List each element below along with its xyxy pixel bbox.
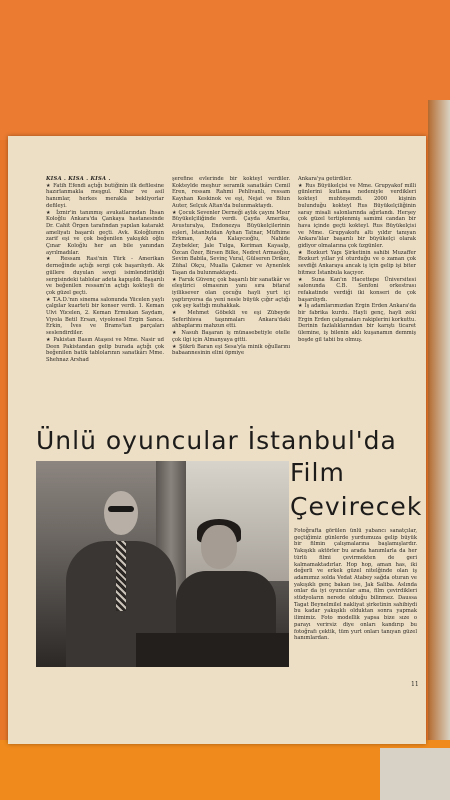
photo-caption [294, 528, 417, 642]
subheadline-line-1: Film [290, 458, 345, 487]
paper-corner [380, 748, 450, 800]
column-paragraph: ★ T.A.D.'nın sinema salonunda Yücelen yaylı çalgılar kuarteti bir konser verdi. 1. Keman Ulvi Yücelen, 2. Keman Ermukan Saydam, Viyola Betil Ersan, viyolonsel Ergin Sanca. Erkin, İves ve Brams'tan parçaları seslendirdiler. [46, 296, 164, 337]
column-1 [46, 176, 164, 440]
column-paragraph: ★ Faruk Güvenç çok başarılı bir sanatkâr ve eleştirici olmasının yanı sıra bitaraf iyiliksever olan çocuğu hayli yurt içi yaptırıyorsa da yeni nesle büyük çığır açtığı çok şey kattığı muhakkak. [172, 276, 290, 310]
subheadline-line-2: Çevirecek [290, 492, 423, 521]
column-2 [172, 176, 290, 440]
article-subheadline [290, 456, 422, 524]
news-columns [46, 176, 416, 440]
column-paragraph: ★ Çocuk Sevenler Derneği aylık çayını Mısır Büyükelçiliğinde verdi. Çayda Amerika, Avusturalya, Endonezya Büyükelçilerinin eşleri, İstanbuldan Ayhan Tatnar, Müfhime Erkman, Ayla Kalaycıoğlu, Nahide Zeybekler, Jale Tulga, Keriman Kayaalp, Özcan Özer, Birsen Bilke, Nedret Armaoğlu, Sevim Babila, Sevinç Vural, Gülseren Driker, Zühal Okçu, Mualla Çakmer ve Aynenlek Taşan da bulunmaktaydı. [172, 209, 290, 276]
column-paragraph: ★ İş adamlarımızdan Ergin Erden Ankara'da bir fabrika kurdu. Hayli genç, hayli zeki Ergin Erden çalışmaları rakiplerini korkuttu. Derinin fazlalıklarından bir karıştı ticaret ülemine, iş bilenin aklı kuşanamın demmiş boşde gil tabii bu olmuş. [298, 303, 416, 343]
column-paragraph: ★ Fatih Efendi açtığı butiğinin ilk defilesine hazırlanmakla meşgul. Kibar ve asil hanımlar, herkes merakla bekliyorlar defileyi. [46, 182, 164, 209]
column-paragraph: ★ Şükrü Baran eşi Sesa'yla minik oğullarını babaannesinin elini öpmiye [172, 343, 290, 357]
sunglasses-icon [108, 506, 134, 512]
column-paragraph: ★ Ressam Rasi'nin Türk - Amerikan derneğinde açtığı sergi çok başarılıydı. Ak güllere duyulan sevgi isimlendirildiği sergisindeki tablolar adeta kapışıldı. Başarılı ve beğenilen ressam'ın açtığı kokteyli de çok güzel geçti. [46, 256, 164, 296]
column-paragraph: ★ İzmir'in tanınmış avukatlarından İhsan Koloğlu Ankara'da Çankaya hastanesinde Dr. Cahit Örgen tarafından yapılan katarakt ameliyatı başarılı geçti. Avk. Koloğlunun zarif eşi ve çok beğenilen yakışıklı oğlu Çınar Koloğlu her an bile yanından ayrılmadılar. [46, 209, 164, 256]
column-paragraph: ★ Bozkurt Yapı Şirketinin sahibi Muzaffer Bozkurt yıllar yıl oturduğu ve o zaman çok sevdiği Ankaraya ancak iş için gelip işi biter bitmez İstanbula kaçıyor. [298, 249, 416, 276]
magazine-page [8, 136, 426, 744]
photo-tie [116, 541, 126, 611]
column-paragraph: ★ Rus Büyükelçisi ve Mme. Grupyakof milli günlerini kutlama nedeniyle verdikleri kokteyl muhteşemdi. 2000 kişinin bulunduğu kokteyl Rus Büyükelçiliğinin saray misali salonlarında ağırlandı. Herşey çok güzel tertiplenmiş samimi candan bir hava içinde geçti kokteyl. Rus Büyükelçisi ve Mme. Grupyakofu altı yıldır tanıyan Ankara'lılar başarılı bir büyükelçi olarak gidiyor olmalarına çok üzgünler. [298, 182, 416, 250]
column-paragraph: ★ Suna Kan'ın Hacettepe Üniversitesi salonunda C.B. Senfoni orkestrası refakatinde verdiği iki konseri de çok başarılıydı. [298, 276, 416, 303]
binder-edge [428, 100, 450, 750]
column-3 [298, 176, 416, 440]
column-paragraph: ★ Pakistan Basın Ataşesi ve Mme. Nasir ud Deen Pakistandan gelip burada açtığı çok beğenilen batik tablolarının sanatkârı Mme. Shehnaz Arshad [46, 336, 164, 363]
column-paragraph: şerefine evlerinde bir kokteyl verdiler. Kokteylde meşhur seramik sanatkârı Cemil Eren, ressam Rahmi Pehlivanlı, ressam Kayıhan Keskinok ve eşi, Nejat ve Bilun Auter, Selçuk Altan'da bulunmaktaydı. [172, 176, 290, 209]
column-paragraph: ★ Mehmet Göbekli ve eşi Zübeyde Seferihisva taşınmaları Ankara'daki ahbaplarını mahzun etti. [172, 310, 290, 330]
photo-desk [136, 633, 289, 667]
caption-text: Fotoğrafta görülen ünlü yabancı sanatçılar, geçtiğimiz günlerde yurdumuza gelip büyük bir filmin çalışmalarına başlamışlardır. Yakışıklı aktörler bu arada hanımlarla da her türlü filmi çevirmekten de geri kalmamaktadırlar. Hop hop, aman has, iki değerli ve erkek güzel nitelğinde olan iş adamımız solda Vedat Atabey sağda oturan ve yakışıklı genç bakan ise, Jak Saliba. Aslında onlar da iyi oyuncular ama, film çevirdikleri stüdyoların nerede olduğu bilinmez. Daussa Tagat Beynelmilel nakliyat şirketinin sahibiydi bu kadar yakışıklı olduktan sonra yapmak ilimimiz. Foto modellik yapsa bize sıze o parayı verirsiz diye onları kandırıp bu fotoğrafı çektik, tüm yurt onları tanıyan güzel hanımlardan. [294, 528, 417, 642]
page-number: 11 [411, 681, 419, 688]
article-photo [36, 461, 289, 667]
article-headline: Ünlü oyuncular İstanbul'da [36, 426, 397, 455]
column-paragraph: ★ Nasuh Başaran iş münasebetiyle otelle çok ilgi için Almanyaya gitti. [172, 330, 290, 343]
photo-person-right-head [201, 525, 237, 569]
kisa-heading: KISA . KISA . KISA . [46, 176, 111, 182]
orange-background-top [0, 0, 450, 140]
photo-person-left-head [104, 491, 138, 535]
column-paragraph: Ankara'ya getirdiler. [298, 176, 352, 182]
